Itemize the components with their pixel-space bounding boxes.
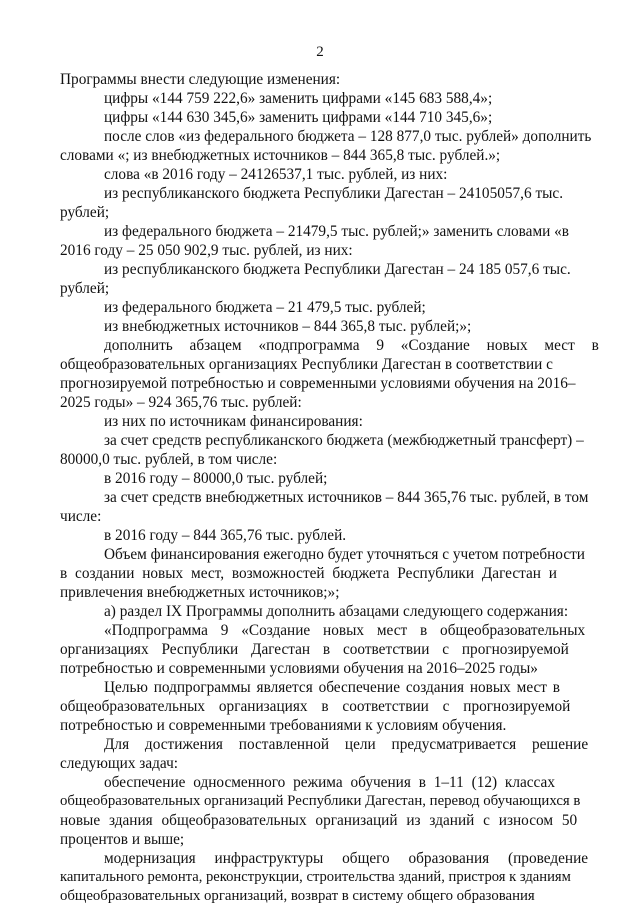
- text-line: общеобразовательных организациях в соответствии с прогнозируемой: [60, 698, 571, 715]
- text-line: цифры «144 759 222,6» заменить цифрами «145 683 588,4»;: [104, 90, 493, 107]
- text-line: «Подпрограмма 9 «Создание новых мест в общеобразовательных: [104, 622, 586, 639]
- text-line: рублей;: [60, 280, 110, 297]
- text-line: общеобразовательных организаций Республики Дагестан, перевод обучающихся в: [60, 793, 581, 809]
- text-line: потребностью и современными требованиями к условиям обучения.: [60, 717, 507, 734]
- text-line: из республиканского бюджета Республики Дагестан – 24105057,6 тыс.: [104, 185, 564, 202]
- text-line: процентов и выше;: [60, 831, 185, 848]
- text-line: слова «в 2016 году – 24126537,1 тыс. рублей, из них:: [104, 166, 448, 183]
- text-line: рублей;: [60, 204, 110, 221]
- text-line: Для достижения поставленной цели предусматривается решение: [104, 736, 589, 753]
- text-line: следующих задач:: [60, 755, 179, 772]
- text-line: из республиканского бюджета Республики Дагестан – 24 185 057,6 тыс.: [104, 261, 571, 278]
- text-line: после слов «из федерального бюджета – 128 877,0 тыс. рублей» дополнить: [104, 128, 592, 145]
- text-line: 2025 годы» – 924 365,76 тыс. рублей:: [60, 394, 302, 411]
- text-line: организациях Республики Дагестан в соответствии с прогнозируемой: [60, 641, 569, 658]
- text-line: из внебюджетных источников – 844 365,8 тыс. рублей;»;: [104, 318, 472, 335]
- text-line: 80000,0 тыс. рублей, в том числе:: [60, 451, 278, 468]
- text-line: 2016 году – 25 050 902,9 тыс. рублей, из них:: [60, 242, 353, 259]
- text-line: словами «; из внебюджетных источников – 844 365,8 тыс. рублей.»;: [60, 147, 501, 164]
- text-line: общеобразовательных организациях Республики Дагестан в соответствии с: [60, 356, 553, 373]
- text-line: в создании новых мест, возможностей бюджета Республики Дагестан и: [60, 565, 557, 582]
- text-line: потребностью и современными условиями обучения на 2016–2025 годы»: [60, 660, 538, 677]
- page-number: 2: [316, 44, 324, 60]
- text-line: за счет средств внебюджетных источников – 844 365,76 тыс. рублей, в том: [104, 489, 589, 506]
- text-line: дополнить абзацем «подпрограмма 9 «Создание новых мест в: [104, 337, 599, 354]
- text-line: в 2016 году – 80000,0 тыс. рублей;: [104, 470, 328, 487]
- text-line: капитального ремонта, реконструкции, строительства зданий, пристроя к зданиям: [60, 869, 571, 885]
- text-line: общеобразовательных организаций, возврат в систему общего образования: [60, 888, 535, 904]
- text-line: из федерального бюджета – 21479,5 тыс. рублей;» заменить словами «в: [104, 223, 570, 240]
- text-line: Целью подпрограммы является обеспечение создания новых мест в: [104, 679, 561, 696]
- text-line: Программы внести следующие изменения:: [60, 71, 341, 88]
- text-line: Объем финансирования ежегодно будет уточняться с учетом потребности: [104, 546, 585, 563]
- text-line: обеспечение односменного режима обучения в 1–11 (12) классах: [104, 774, 555, 791]
- text-line: цифры «144 630 345,6» заменить цифрами «144 710 345,6»;: [104, 109, 493, 126]
- text-line: в 2016 году – 844 365,76 тыс. рублей.: [104, 527, 347, 544]
- text-line: модернизация инфраструктуры общего образования (проведение: [104, 850, 589, 867]
- text-line: а) раздел IX Программы дополнить абзацами следующего содержания:: [104, 603, 569, 620]
- text-line: новые здания общеобразовательных организаций из зданий с износом 50: [60, 812, 578, 829]
- text-line: числе:: [60, 508, 102, 525]
- text-line: прогнозируемой потребностью и современными условиями обучения на 2016–: [60, 375, 576, 392]
- text-line: из федерального бюджета – 21 479,5 тыс. рублей;: [104, 299, 426, 316]
- text-line: за счет средств республиканского бюджета (межбюджетный трансферт) –: [104, 432, 584, 449]
- text-line: привлечения внебюджетных источников;»;: [60, 584, 340, 601]
- text-line: из них по источникам финансирования:: [104, 413, 363, 430]
